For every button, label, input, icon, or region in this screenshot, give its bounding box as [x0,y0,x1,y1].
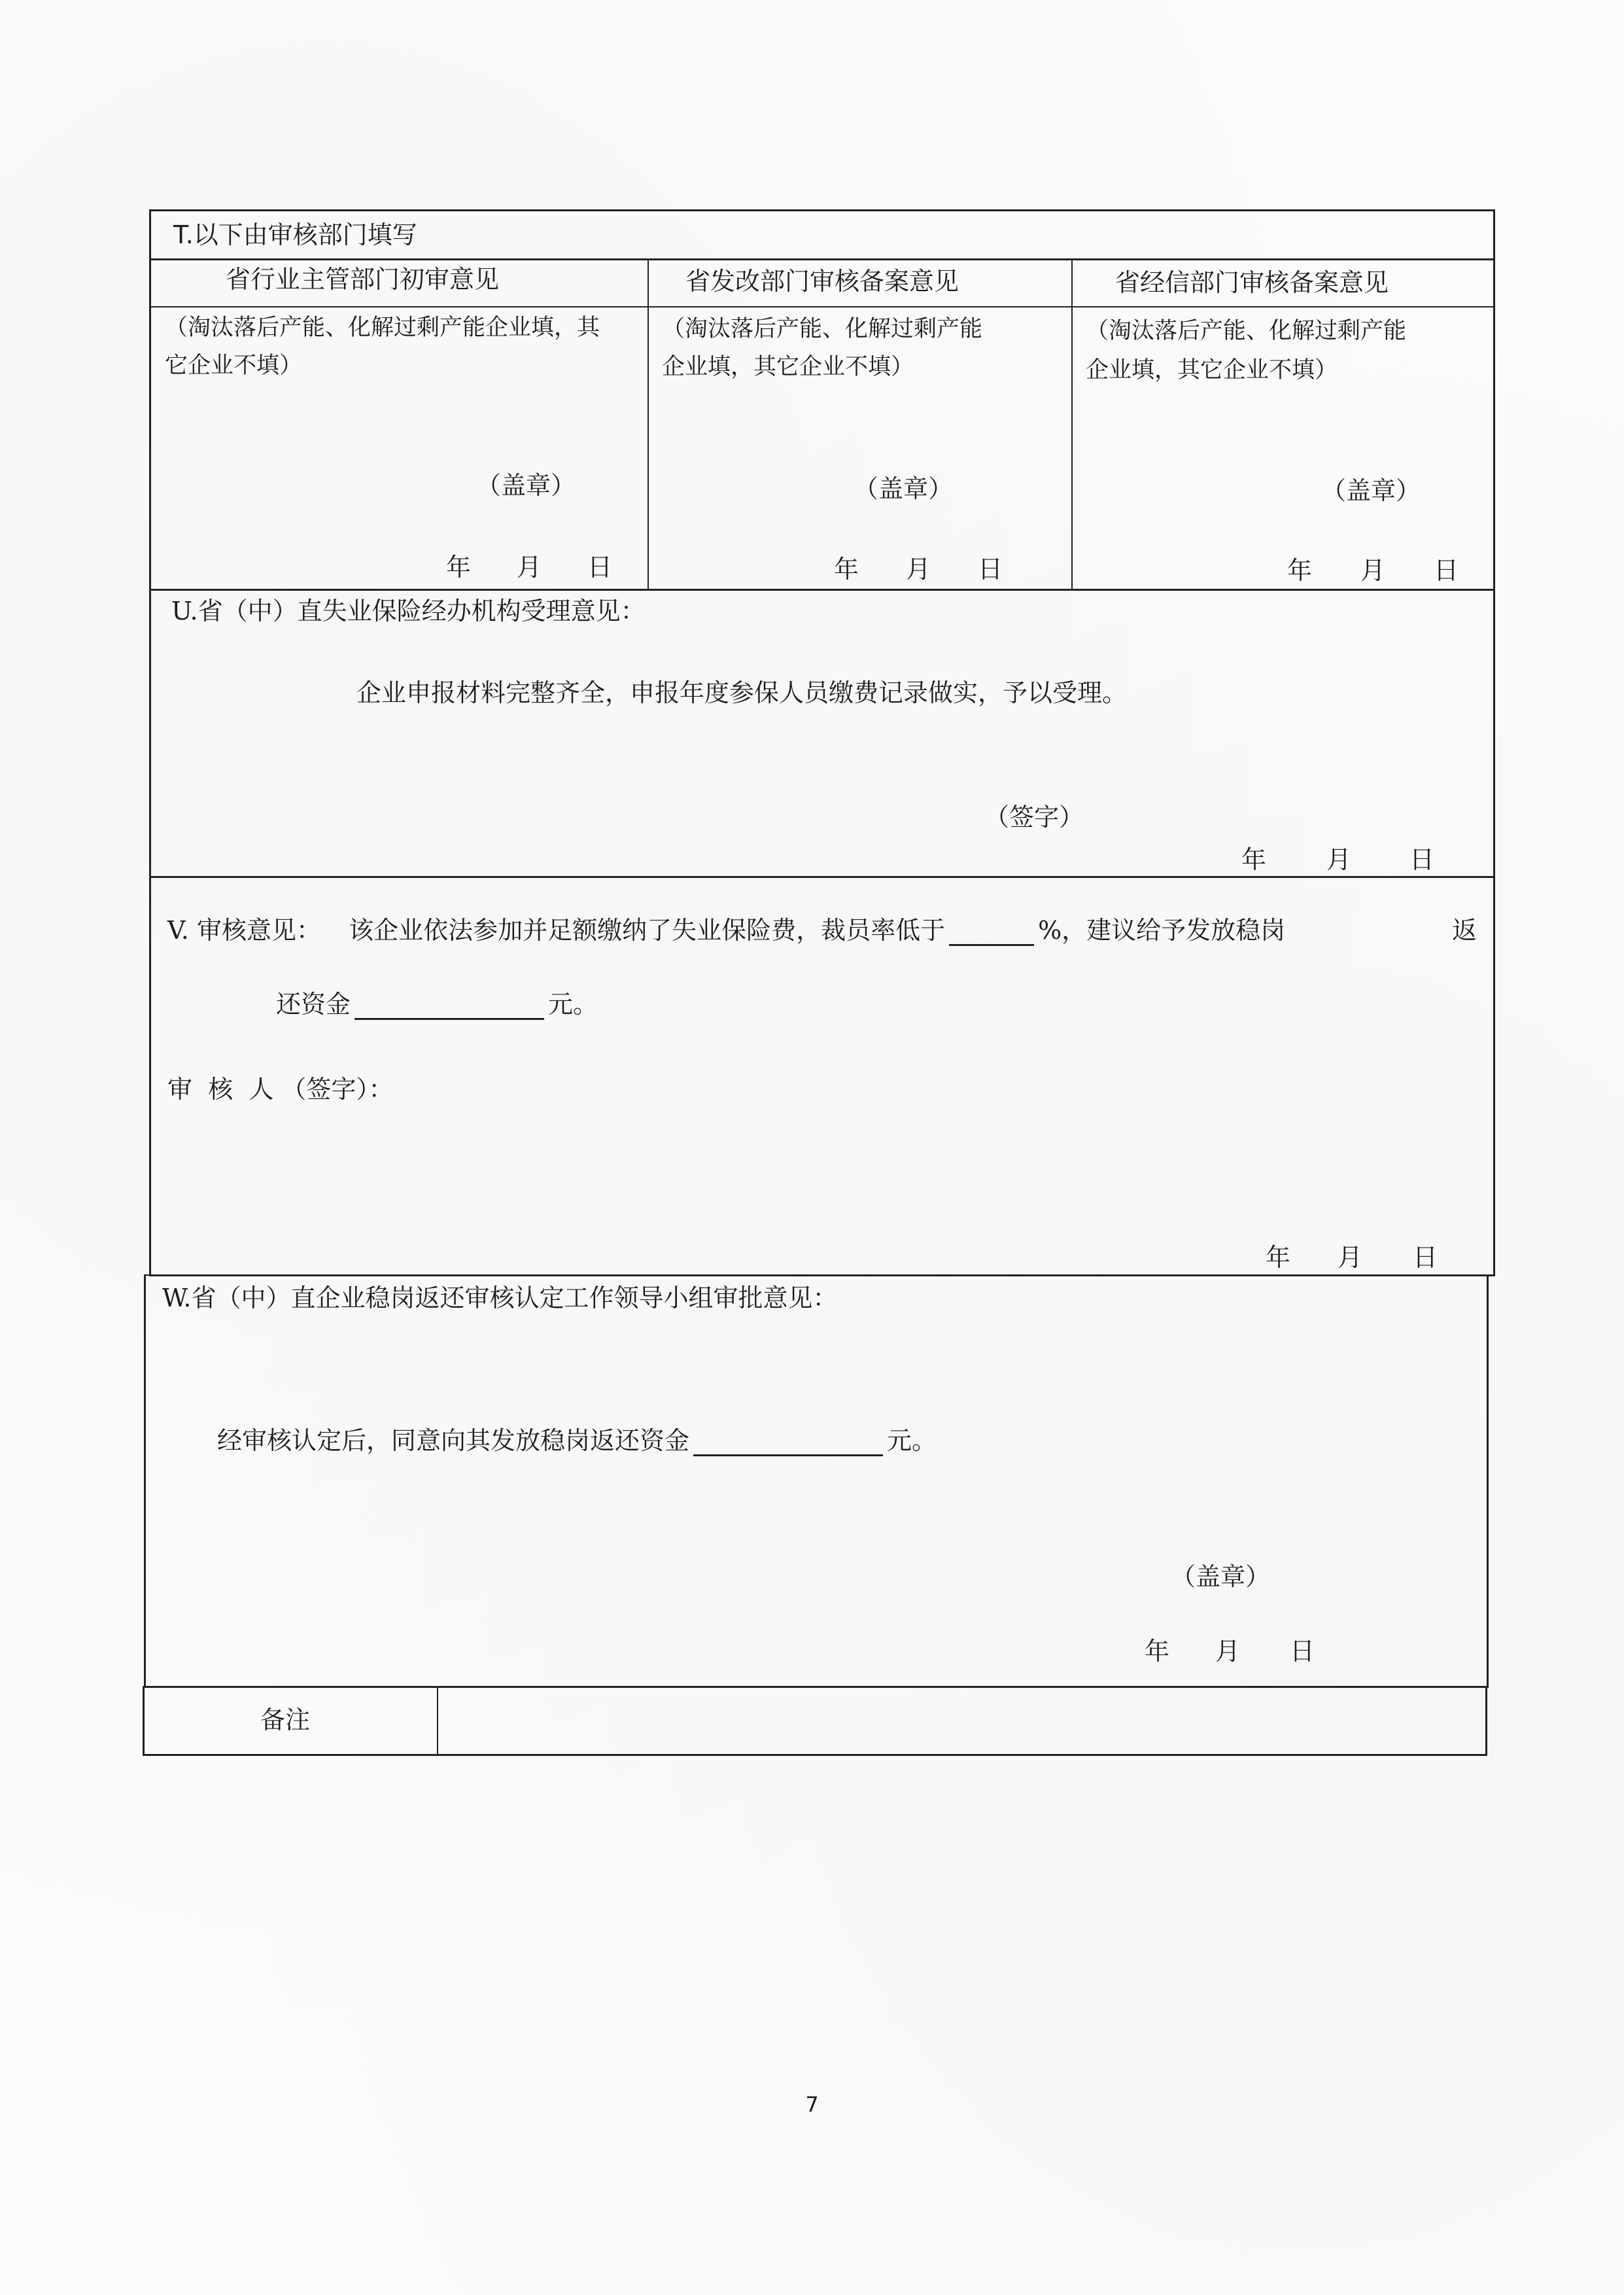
section-t-header-row [149,209,1495,260]
section-u-sign: （签字） [984,803,1084,832]
section-w-month: 月 [1215,1637,1241,1666]
section-v-month: 月 [1338,1243,1363,1272]
section-t-header: T.以下由审核部门填写 [173,220,417,249]
section-w-line [217,1426,937,1456]
return-fund-blank[interactable] [354,993,544,1020]
col1-note-line1: （淘汰落后产能、化解过剩产能企业填，其 [165,315,600,341]
section-v-year: 年 [1266,1243,1291,1272]
col2-year: 年 [834,555,859,584]
section-w-body1: 经审核认定后，同意向其发放稳岗返还资金 [217,1426,690,1455]
col3-seal: （盖章） [1321,476,1421,505]
col3-day: 日 [1434,556,1459,585]
col1-year: 年 [446,553,472,582]
section-t-columns [149,258,1495,591]
col1-title: 省行业主管部门初审意见 [226,265,500,294]
section-w-year: 年 [1145,1637,1170,1666]
col3-year: 年 [1287,556,1313,585]
col3-title: 省经信部门审核备案意见 [1115,268,1389,297]
page-number: 7 [805,2092,819,2117]
column-divider-2 [1071,258,1073,591]
section-u-year: 年 [1241,845,1267,874]
section-u-day: 日 [1409,845,1435,874]
col1-month: 月 [517,553,542,582]
section-v-text1: 该企业依法参加并足额缴纳了失业保险费，裁员率低于 [349,916,946,945]
section-v-text5: 元。 [548,990,598,1019]
section-v-text3: 返 [1452,916,1477,945]
section-v-text2: %，建议给予发放稳岗 [1038,916,1286,945]
section-w-seal: （盖章） [1171,1562,1271,1591]
layoff-rate-blank[interactable] [949,919,1034,946]
remarks-divider [437,1686,438,1756]
column-divider-1 [648,258,649,591]
column-title-separator [149,306,1495,307]
section-u-month: 月 [1326,845,1352,874]
section-v-day: 日 [1413,1243,1438,1272]
section-v-prefix: V. 审核意见： [167,916,321,945]
section-v-reviewer: 审 核 人 （签字）： [167,1075,394,1104]
section-v-line2 [276,990,598,1020]
col1-note-line2: 它企业不填） [165,353,303,379]
col2-title: 省发改部门审核备案意见 [685,267,959,296]
section-u [149,589,1495,878]
section-w [144,1274,1489,1688]
remarks-label: 备注 [260,1706,311,1734]
col2-month: 月 [906,555,931,584]
col2-note-line2: 企业填，其它企业不填） [662,354,914,380]
col2-day: 日 [978,555,1003,584]
col3-note-line2: 企业填，其它企业不填） [1086,357,1338,383]
section-u-body: 企业申报材料完整齐全，申报年度参保人员缴费记录做实，予以受理。 [356,678,1128,707]
approved-fund-blank[interactable] [693,1429,883,1456]
section-w-body2: 元。 [887,1426,937,1455]
section-w-day: 日 [1290,1637,1315,1666]
col3-note-line1: （淘汰落后产能、化解过剩产能 [1086,318,1407,344]
remarks-value[interactable] [458,1706,1465,1736]
section-u-header: U.省（中）直失业保险经办机构受理意见： [171,597,646,625]
section-v-line1 [167,916,1285,946]
col1-day: 日 [587,553,613,582]
col1-seal: （盖章） [476,471,576,500]
section-v-text4: 还资金 [276,990,351,1019]
col2-note-line1: （淘汰落后产能、化解过剩产能 [662,316,983,342]
col3-month: 月 [1360,556,1386,585]
section-w-header: W.省（中）直企业稳岗返还审核认定工作领导小组审批意见： [162,1284,838,1312]
col2-seal: （盖章） [854,474,954,503]
